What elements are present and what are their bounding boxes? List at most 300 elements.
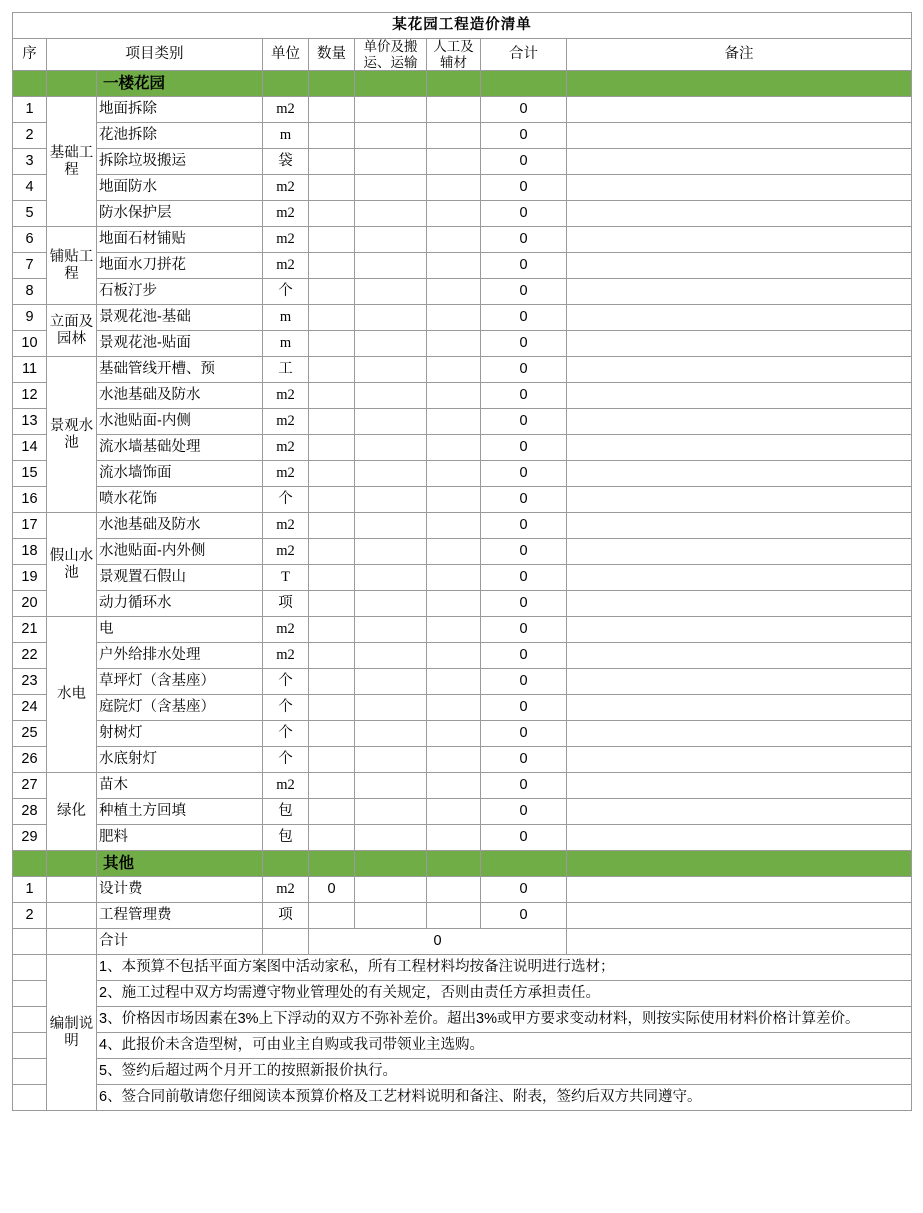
group-price-spacer [355, 71, 427, 97]
group-label: 其他 [97, 851, 263, 877]
cell-labor[interactable] [427, 539, 481, 565]
group-qty-spacer [309, 851, 355, 877]
cell-remark[interactable] [567, 409, 912, 435]
table-row [13, 461, 912, 487]
note-text: 1、本预算不包括平面方案图中活动家私，所有工程材料均按备注说明进行选材； [97, 955, 912, 981]
cell-quantity[interactable] [309, 695, 355, 721]
cell-labor[interactable] [427, 331, 481, 357]
cell-unit-price[interactable] [355, 799, 427, 825]
cell-unit-price[interactable] [355, 747, 427, 773]
cell-labor[interactable] [427, 279, 481, 305]
table-row [13, 721, 912, 747]
cell-unit-price[interactable] [355, 409, 427, 435]
cell-item-name[interactable]: 地面石材铺贴 [97, 227, 263, 253]
group-total-spacer [481, 851, 567, 877]
cell-labor[interactable] [427, 903, 481, 929]
cell-item-name[interactable]: 基础管线开槽、预 [97, 357, 263, 383]
cell-remark[interactable] [567, 669, 912, 695]
cell-item-name[interactable]: 肥料 [97, 825, 263, 851]
cell-quantity[interactable] [309, 279, 355, 305]
cell-unit-price[interactable] [355, 825, 427, 851]
cell-quantity[interactable] [309, 487, 355, 513]
cell-item-name[interactable]: 射树灯 [97, 721, 263, 747]
cell-item-name[interactable]: 水池贴面-内侧 [97, 409, 263, 435]
cell-unit: m2 [263, 877, 309, 903]
table-row [13, 305, 912, 331]
cell-unit-price[interactable] [355, 695, 427, 721]
table-row [13, 773, 912, 799]
column-header-unit: 单位 [263, 39, 309, 71]
cell-labor[interactable] [427, 97, 481, 123]
cell-labor[interactable] [427, 357, 481, 383]
cell-seq: 27 [13, 773, 47, 799]
cell-labor[interactable] [427, 747, 481, 773]
cell-unit: 个 [263, 487, 309, 513]
cell-remark[interactable] [567, 461, 912, 487]
cell-unit: T [263, 565, 309, 591]
cell-remark[interactable] [567, 903, 912, 929]
cell-remark[interactable] [567, 97, 912, 123]
cell-quantity[interactable] [309, 149, 355, 175]
note-text: 2、施工过程中双方均需遵守物业管理处的有关规定，否则由责任方承担责任。 [97, 981, 912, 1007]
cell-remark[interactable] [567, 643, 912, 669]
note-text: 3、价格因市场因素在3%上下浮动的双方不弥补差价。超出3%或甲方要求变动材料，则按实际使用材料价格计算差价。 [97, 1007, 912, 1033]
cell-item-name[interactable]: 石板汀步 [97, 279, 263, 305]
note-text: 4、此报价未含造型树，可由业主自购或我司带领业主选购。 [97, 1033, 912, 1059]
group-cat-spacer [47, 71, 97, 97]
cell-item-name[interactable]: 庭院灯（含基座） [97, 695, 263, 721]
cell-labor[interactable] [427, 487, 481, 513]
cell-item-name[interactable]: 地面防水 [97, 175, 263, 201]
cell-unit-price[interactable] [355, 331, 427, 357]
cell-seq: 13 [13, 409, 47, 435]
cell-total: 0 [481, 695, 567, 721]
cell-remark[interactable] [567, 695, 912, 721]
cell-item-name[interactable]: 景观置石假山 [97, 565, 263, 591]
table-row [13, 357, 912, 383]
cell-unit: m [263, 123, 309, 149]
cell-total: 0 [481, 409, 567, 435]
table-row [13, 539, 912, 565]
cell-seq: 2 [13, 903, 47, 929]
cell-quantity[interactable] [309, 799, 355, 825]
cell-item-name[interactable]: 动力循环水 [97, 591, 263, 617]
cell-unit-price[interactable] [355, 357, 427, 383]
cell-total: 0 [481, 591, 567, 617]
cell-quantity[interactable] [309, 825, 355, 851]
cell-item-name[interactable]: 水池基础及防水 [97, 383, 263, 409]
cell-total: 0 [481, 97, 567, 123]
table-row [13, 513, 912, 539]
cell-unit-price[interactable] [355, 513, 427, 539]
group-header-row [13, 851, 912, 877]
cell-quantity[interactable] [309, 617, 355, 643]
cell-total: 0 [481, 331, 567, 357]
cell-labor[interactable] [427, 825, 481, 851]
cell-unit-price[interactable] [355, 227, 427, 253]
cell-unit: 袋 [263, 149, 309, 175]
cell-unit: m2 [263, 643, 309, 669]
group-cat-spacer [47, 851, 97, 877]
cell-unit: m2 [263, 461, 309, 487]
cell-seq: 25 [13, 721, 47, 747]
cell-quantity[interactable] [309, 591, 355, 617]
cell-item-name[interactable]: 草坪灯（含基座） [97, 669, 263, 695]
table-row [13, 799, 912, 825]
cell-total: 0 [481, 305, 567, 331]
cell-unit: m2 [263, 227, 309, 253]
cell-remark[interactable] [567, 227, 912, 253]
cell-quantity[interactable] [309, 721, 355, 747]
cell-unit: 包 [263, 825, 309, 851]
cell-unit-price[interactable] [355, 97, 427, 123]
notes-row [13, 981, 912, 1007]
cell-remark[interactable] [567, 747, 912, 773]
cell-seq: 5 [13, 201, 47, 227]
cell-item-name[interactable]: 景观花池-基础 [97, 305, 263, 331]
cell-remark[interactable] [567, 617, 912, 643]
cell-unit-price[interactable] [355, 279, 427, 305]
column-header-quantity: 数量 [309, 39, 355, 71]
table-row [13, 149, 912, 175]
cell-total: 0 [481, 617, 567, 643]
cell-total: 0 [481, 227, 567, 253]
cell-unit-price[interactable] [355, 461, 427, 487]
table-row [13, 227, 912, 253]
cell-remark[interactable] [567, 357, 912, 383]
cell-quantity[interactable] [309, 175, 355, 201]
cell-quantity[interactable] [309, 331, 355, 357]
group-seq-spacer [13, 851, 47, 877]
cell-unit-price[interactable] [355, 617, 427, 643]
cell-remark[interactable] [567, 149, 912, 175]
cell-item-name[interactable]: 水底射灯 [97, 747, 263, 773]
table-row [13, 97, 912, 123]
cell-total: 0 [481, 877, 567, 903]
cell-remark[interactable] [567, 279, 912, 305]
cell-quantity[interactable] [309, 409, 355, 435]
cell-unit: 个 [263, 669, 309, 695]
cell-remark[interactable] [567, 591, 912, 617]
cell-unit-price[interactable] [355, 591, 427, 617]
cell-unit-price[interactable] [355, 253, 427, 279]
cell-total: 0 [481, 799, 567, 825]
cell-quantity[interactable] [309, 643, 355, 669]
cell-remark[interactable] [567, 799, 912, 825]
cell-unit: m2 [263, 253, 309, 279]
cell-unit-price[interactable] [355, 539, 427, 565]
column-header-total: 合计 [481, 39, 567, 71]
cell-seq: 6 [13, 227, 47, 253]
page-title: 某花园工程造价清单 [13, 13, 912, 39]
notes-seq-spacer [13, 1085, 47, 1111]
table-row [13, 643, 912, 669]
cell-unit: m [263, 331, 309, 357]
table-row [13, 487, 912, 513]
title-row [13, 13, 912, 39]
cell-unit: m2 [263, 201, 309, 227]
table-row [13, 591, 912, 617]
cell-unit: 项 [263, 591, 309, 617]
cell-labor[interactable] [427, 877, 481, 903]
cell-item-name[interactable]: 流水墙饰面 [97, 461, 263, 487]
cell-labor[interactable] [427, 461, 481, 487]
cell-total: 0 [481, 903, 567, 929]
cell-seq: 26 [13, 747, 47, 773]
cell-remark[interactable] [567, 513, 912, 539]
group-remark-spacer [567, 851, 912, 877]
cell-item-name[interactable]: 水池贴面-内外侧 [97, 539, 263, 565]
cell-unit: 项 [263, 903, 309, 929]
cell-labor[interactable] [427, 617, 481, 643]
table-row [13, 617, 912, 643]
cell-labor[interactable] [427, 799, 481, 825]
cell-seq: 15 [13, 461, 47, 487]
cell-unit: m2 [263, 539, 309, 565]
cell-quantity[interactable] [309, 513, 355, 539]
notes-row [13, 1085, 912, 1111]
cell-unit-price[interactable] [355, 305, 427, 331]
column-header-labor: 人工及辅材 [427, 39, 481, 71]
cell-remark[interactable] [567, 331, 912, 357]
cell-seq: 12 [13, 383, 47, 409]
cell-item-name[interactable]: 地面水刀拼花 [97, 253, 263, 279]
cell-unit: 个 [263, 279, 309, 305]
group-total-spacer [481, 71, 567, 97]
cell-quantity[interactable] [309, 305, 355, 331]
cell-quantity[interactable] [309, 565, 355, 591]
cell-total: 0 [481, 357, 567, 383]
cell-labor[interactable] [427, 201, 481, 227]
cell-remark[interactable] [567, 877, 912, 903]
cell-total: 0 [481, 461, 567, 487]
notes-seq-spacer [13, 981, 47, 1007]
cell-unit-price[interactable] [355, 175, 427, 201]
cell-labor[interactable] [427, 721, 481, 747]
summary-remark-spacer [567, 929, 912, 955]
cell-remark[interactable] [567, 539, 912, 565]
cell-total: 0 [481, 825, 567, 851]
table-row [13, 695, 912, 721]
cell-labor[interactable] [427, 773, 481, 799]
cell-labor[interactable] [427, 305, 481, 331]
cell-total: 0 [481, 435, 567, 461]
cell-labor[interactable] [427, 435, 481, 461]
cell-category [47, 877, 97, 903]
cell-unit-price[interactable] [355, 565, 427, 591]
table-row [13, 123, 912, 149]
cell-item-name[interactable]: 电 [97, 617, 263, 643]
cell-category: 假山水池 [47, 513, 97, 617]
note-text: 6、签合同前敬请您仔细阅读本预算价格及工艺材料说明和备注、附表，签约后双方共同遵守。 [97, 1085, 912, 1111]
cell-unit-price[interactable] [355, 123, 427, 149]
cell-total: 0 [481, 773, 567, 799]
group-header-row [13, 71, 912, 97]
cell-unit: m2 [263, 175, 309, 201]
cell-quantity[interactable] [309, 747, 355, 773]
cell-total: 0 [481, 201, 567, 227]
group-qty-spacer [309, 71, 355, 97]
cell-seq: 11 [13, 357, 47, 383]
cell-total: 0 [481, 123, 567, 149]
cell-seq: 23 [13, 669, 47, 695]
summary-row [13, 929, 912, 955]
cell-remark[interactable] [567, 383, 912, 409]
cell-unit-price[interactable] [355, 721, 427, 747]
cell-labor[interactable] [427, 565, 481, 591]
cell-remark[interactable] [567, 565, 912, 591]
cell-unit: m2 [263, 97, 309, 123]
cell-seq: 28 [13, 799, 47, 825]
cell-unit-price[interactable] [355, 903, 427, 929]
cell-item-name[interactable]: 地面拆除 [97, 97, 263, 123]
note-text: 5、签约后超过两个月开工的按照新报价执行。 [97, 1059, 912, 1085]
cell-item-name[interactable]: 户外给排水处理 [97, 643, 263, 669]
cell-unit-price[interactable] [355, 149, 427, 175]
cell-item-name[interactable]: 流水墙基础处理 [97, 435, 263, 461]
cell-quantity[interactable] [309, 435, 355, 461]
summary-cat-spacer [47, 929, 97, 955]
group-unit-spacer [263, 71, 309, 97]
cell-remark[interactable] [567, 721, 912, 747]
cell-unit: 个 [263, 747, 309, 773]
cell-unit: 个 [263, 721, 309, 747]
cell-quantity[interactable] [309, 461, 355, 487]
cell-item-name[interactable]: 景观花池-贴面 [97, 331, 263, 357]
cell-labor[interactable] [427, 383, 481, 409]
cell-labor[interactable] [427, 591, 481, 617]
column-header-seq: 序 [13, 39, 47, 71]
cell-category: 绿化 [47, 773, 97, 851]
notes-seq-spacer [13, 955, 47, 981]
cell-seq: 20 [13, 591, 47, 617]
cell-quantity[interactable] [309, 903, 355, 929]
table-row [13, 201, 912, 227]
table-row [13, 383, 912, 409]
cell-unit: 个 [263, 695, 309, 721]
cell-item-name[interactable]: 花池拆除 [97, 123, 263, 149]
cell-item-name[interactable]: 防水保护层 [97, 201, 263, 227]
cell-unit-price[interactable] [355, 669, 427, 695]
cell-item-name[interactable]: 种植土方回填 [97, 799, 263, 825]
cell-total: 0 [481, 253, 567, 279]
table-row [13, 409, 912, 435]
cell-unit-price[interactable] [355, 487, 427, 513]
cell-labor[interactable] [427, 227, 481, 253]
notes-row [13, 1033, 912, 1059]
cell-item-name[interactable]: 水池基础及防水 [97, 513, 263, 539]
cell-labor[interactable] [427, 643, 481, 669]
cell-quantity[interactable]: 0 [309, 877, 355, 903]
cell-unit-price[interactable] [355, 435, 427, 461]
table-row [13, 279, 912, 305]
cell-seq: 1 [13, 877, 47, 903]
cell-quantity[interactable] [309, 539, 355, 565]
cell-quantity[interactable] [309, 123, 355, 149]
cell-item-name[interactable]: 苗木 [97, 773, 263, 799]
cell-unit-price[interactable] [355, 201, 427, 227]
notes-row [13, 1059, 912, 1085]
cell-seq: 1 [13, 97, 47, 123]
cell-remark[interactable] [567, 123, 912, 149]
table-row [13, 253, 912, 279]
cell-labor[interactable] [427, 149, 481, 175]
column-header-price: 单价及搬运、运输 [355, 39, 427, 71]
cell-unit: m2 [263, 513, 309, 539]
cell-remark[interactable] [567, 305, 912, 331]
cell-labor[interactable] [427, 253, 481, 279]
group-labor-spacer [427, 71, 481, 97]
cell-quantity[interactable] [309, 201, 355, 227]
notes-row [13, 955, 912, 981]
table-row [13, 331, 912, 357]
cell-quantity[interactable] [309, 773, 355, 799]
cell-labor[interactable] [427, 409, 481, 435]
notes-seq-spacer [13, 1033, 47, 1059]
cell-labor[interactable] [427, 669, 481, 695]
cell-unit-price[interactable] [355, 877, 427, 903]
cell-total: 0 [481, 669, 567, 695]
cell-seq: 24 [13, 695, 47, 721]
cell-labor[interactable] [427, 175, 481, 201]
cell-remark[interactable] [567, 435, 912, 461]
cell-item-name[interactable]: 设计费 [97, 877, 263, 903]
cell-item-name[interactable]: 工程管理费 [97, 903, 263, 929]
summary-unit-spacer [263, 929, 309, 955]
table-row [13, 175, 912, 201]
cell-remark[interactable] [567, 175, 912, 201]
cell-total: 0 [481, 747, 567, 773]
cell-remark[interactable] [567, 253, 912, 279]
cell-quantity[interactable] [309, 383, 355, 409]
cell-unit: m2 [263, 435, 309, 461]
cell-unit-price[interactable] [355, 383, 427, 409]
notes-label: 编制说明 [47, 955, 97, 1111]
notes-seq-spacer [13, 1059, 47, 1085]
table-row [13, 669, 912, 695]
cell-unit: m2 [263, 773, 309, 799]
cell-seq: 10 [13, 331, 47, 357]
cell-total: 0 [481, 539, 567, 565]
cell-quantity[interactable] [309, 253, 355, 279]
cell-total: 0 [481, 565, 567, 591]
table-row [13, 825, 912, 851]
cell-quantity[interactable] [309, 357, 355, 383]
cell-quantity[interactable] [309, 669, 355, 695]
cell-remark[interactable] [567, 825, 912, 851]
cell-quantity[interactable] [309, 97, 355, 123]
cell-unit: 工 [263, 357, 309, 383]
cell-quantity[interactable] [309, 227, 355, 253]
cell-item-name[interactable]: 喷水花饰 [97, 487, 263, 513]
cell-labor[interactable] [427, 513, 481, 539]
cell-unit-price[interactable] [355, 643, 427, 669]
cell-category: 基础工程 [47, 97, 97, 227]
cell-labor[interactable] [427, 123, 481, 149]
cell-labor[interactable] [427, 695, 481, 721]
table-row [13, 747, 912, 773]
table-row [13, 435, 912, 461]
cell-item-name[interactable]: 拆除垃圾搬运 [97, 149, 263, 175]
cell-remark[interactable] [567, 773, 912, 799]
cell-total: 0 [481, 383, 567, 409]
cell-remark[interactable] [567, 487, 912, 513]
group-unit-spacer [263, 851, 309, 877]
cell-remark[interactable] [567, 201, 912, 227]
cell-seq: 7 [13, 253, 47, 279]
cell-seq: 22 [13, 643, 47, 669]
cell-unit-price[interactable] [355, 773, 427, 799]
